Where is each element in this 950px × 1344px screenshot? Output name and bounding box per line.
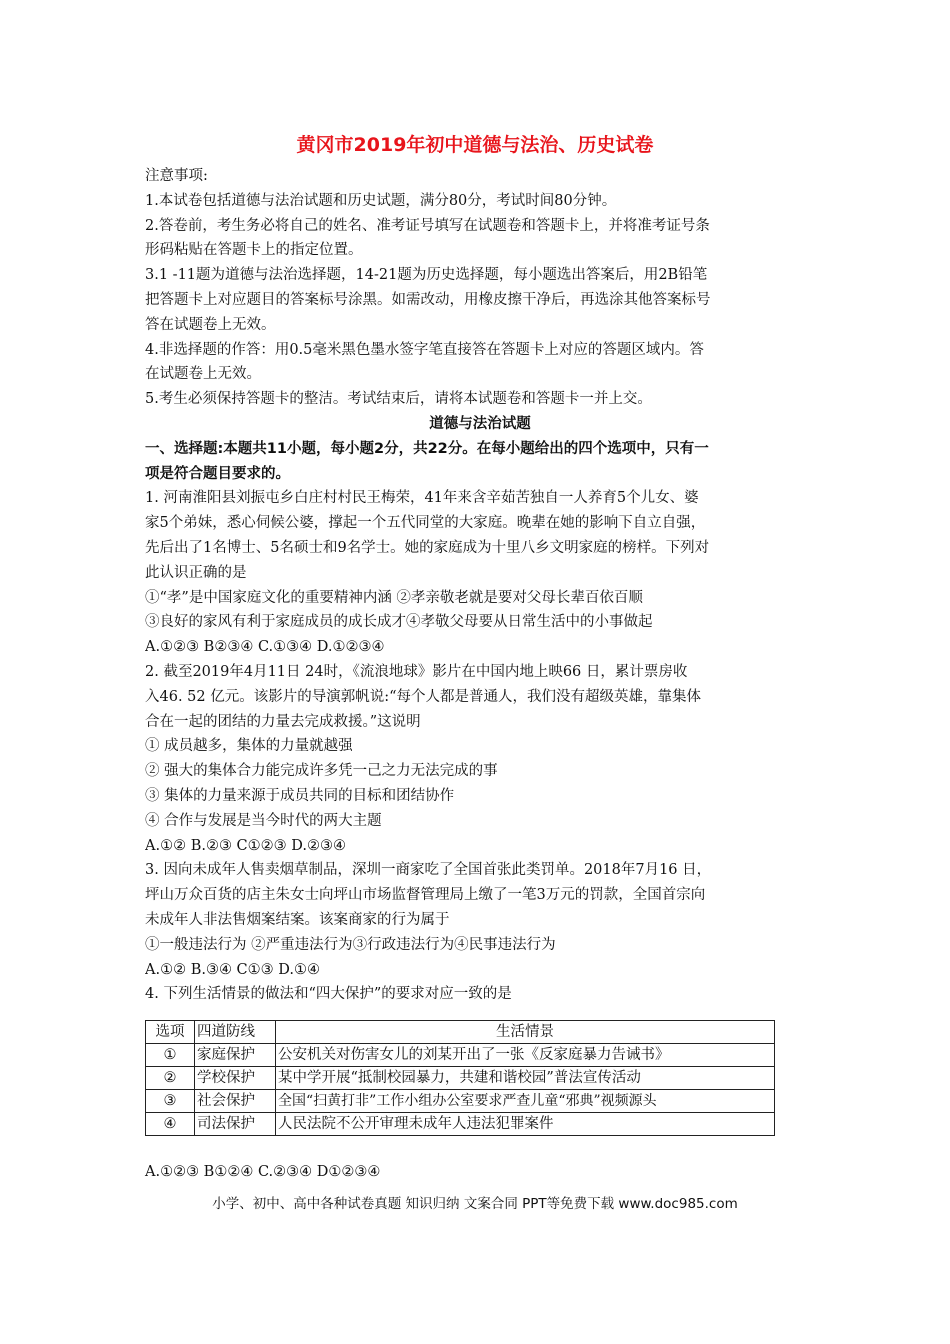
text-line: ④ 合作与发展是当今时代的两大主题 (145, 812, 382, 829)
table-cell: 全国“扫黄打非”工作小组办公室要求严查儿童“邪典”视频源头 (276, 1090, 775, 1113)
text-line: ① 成员越多，集体的力量就越强 (145, 738, 353, 755)
page-footer: 小学、初中、高中各种试卷真题 知识归纳 文案合同 PPT等免费下载 www.doc985.com (212, 1196, 738, 1212)
text-line: 形码粘贴在答题卡上的指定位置。 (145, 242, 363, 259)
text-line: 4. 下列生活情景的做法和“四大保护”的要求对应一致的是 (145, 986, 512, 1003)
text-line: 坪山万众百货的店主朱女士向坪山市场监督管理局上缴了一笔3万元的罚款，全国首宗向 (145, 887, 706, 904)
table-cell: 某中学开展“抵制校园暴力，共建和谐校园”普法宣传活动 (276, 1067, 775, 1090)
protection-table (145, 1020, 775, 1136)
table-cell: 公安机关对伤害女儿的刘某开出了一张《反家庭暴力告诫书》 (276, 1044, 775, 1067)
text-line: 3.1 -11题为道德与法治选择题，14-21题为历史选择题，每小题选出答案后，用2B铅笔 (145, 267, 708, 284)
text-line: 把答题卡上对应题目的答案标号涂黑。如需改动，用橡皮擦干净后，再选涂其他答案标号 (145, 291, 711, 308)
text-line: 答在试题卷上无效。 (145, 316, 276, 333)
text-line: ② 强大的集体合力能完成许多凭一己之力无法完成的事 (145, 763, 498, 780)
text-line: 一、选择题:本题共11小题，每小题2分，共22分。在每小题给出的四个选项中，只有一 (145, 440, 709, 457)
table-cell: ② (146, 1067, 195, 1090)
table-header-cell: 生活情景 (276, 1021, 775, 1044)
table-row (146, 1044, 775, 1067)
table-cell: 学校保护 (195, 1067, 276, 1090)
table-header-cell: 选项 (146, 1021, 195, 1044)
text-line: 1. 河南淮阳县刘振屯乡白庄村村民王梅荣，41年来含辛茹苦独自一人养育5个儿女、婆 (145, 490, 699, 507)
text-line: 1.本试卷包括道德与法治试题和历史试题，满分80分，考试时间80分钟。 (145, 192, 617, 209)
table-cell: 司法保护 (195, 1113, 276, 1136)
text-line: 注意事项: (145, 168, 208, 184)
table-header-cell: 四道防线 (195, 1021, 276, 1044)
text-line: 家5个弟妹，悉心伺候公婆，撑起一个五代同堂的大家庭。晚辈在她的影响下自立自强， (145, 515, 706, 532)
text-line: 在试题卷上无效。 (145, 366, 261, 383)
text-line: A.①②③ B②③④ C.①③④ D.①②③④ (145, 639, 385, 656)
text-line: ①“孝”是中国家庭文化的重要精神内涵 ②孝亲敬老就是要对父母长辈百依百顺 (145, 589, 643, 606)
text-line: 5.考生必须保持答题卡的整洁。考试结束后，请将本试题卷和答题卡一并上交。 (145, 391, 652, 408)
table-cell: ① (146, 1044, 195, 1067)
page-title: 黄冈市2019年初中道德与法治、历史试卷 (296, 134, 654, 156)
text-line: A.①② B.②③ C①②③ D.②③④ (145, 837, 346, 854)
table-row (146, 1113, 775, 1136)
table-row (146, 1067, 775, 1090)
document-body (145, 164, 815, 1007)
table-row (146, 1090, 775, 1113)
text-line: ①一般违法行为 ②严重违法行为③行政违法行为④民事违法行为 (145, 936, 556, 953)
text-line: 项是符合题目要求的。 (145, 465, 290, 482)
question-4-options: A.①②③ B①②④ C.②③④ D①②③④ (145, 1164, 381, 1180)
table-cell: ④ (146, 1113, 195, 1136)
text-line: 此认识正确的是 (145, 564, 247, 581)
table-cell: 社会保护 (195, 1090, 276, 1113)
text-line: 3. 因向未成年人售卖烟草制品，深圳一商家吃了全国首张此类罚单。2018年7月16 日， (145, 862, 712, 879)
text-line: A.①② B.③④ C①③ D.①④ (145, 961, 320, 978)
text-line: 4.非选择题的作答：用0.5毫米黑色墨水签字笔直接答在答题卡上对应的答题区域内。答 (145, 341, 704, 358)
table-cell: ③ (146, 1090, 195, 1113)
text-line: ③良好的家风有利于家庭成员的成长成才④孝敬父母要从日常生活中的小事做起 (145, 614, 653, 631)
text-line: 合在一起的团结的力量去完成救援。”这说明 (145, 713, 421, 730)
table-header-row (146, 1021, 775, 1044)
text-line: 2.答卷前，考生务必将自己的姓名、准考证号填写在试题卷和答题卡上，并将准考证号条 (145, 217, 710, 234)
table-cell: 家庭保护 (195, 1044, 276, 1067)
table-cell: 人民法院不公开审理未成年人违法犯罪案件 (276, 1113, 775, 1136)
text-line: 2. 截至2019年4月11日 24时，《流浪地球》影片在中国内地上映66 日，累计票房收 (145, 663, 688, 680)
text-line: 道德与法治试题 (429, 415, 531, 432)
text-line: 未成年人非法售烟案结案。该案商家的行为属于 (145, 911, 450, 928)
text-line: 先后出了1名博士、5名硕士和9名学士。她的家庭成为十里八乡文明家庭的榜样。下列对 (145, 539, 710, 556)
text-line: ③ 集体的力量来源于成员共同的目标和团结协作 (145, 787, 455, 804)
text-line: 入46. 52 亿元。该影片的导演郭帆说:“每个人都是普通人，我们没有超级英雄，靠集体 (145, 688, 702, 705)
